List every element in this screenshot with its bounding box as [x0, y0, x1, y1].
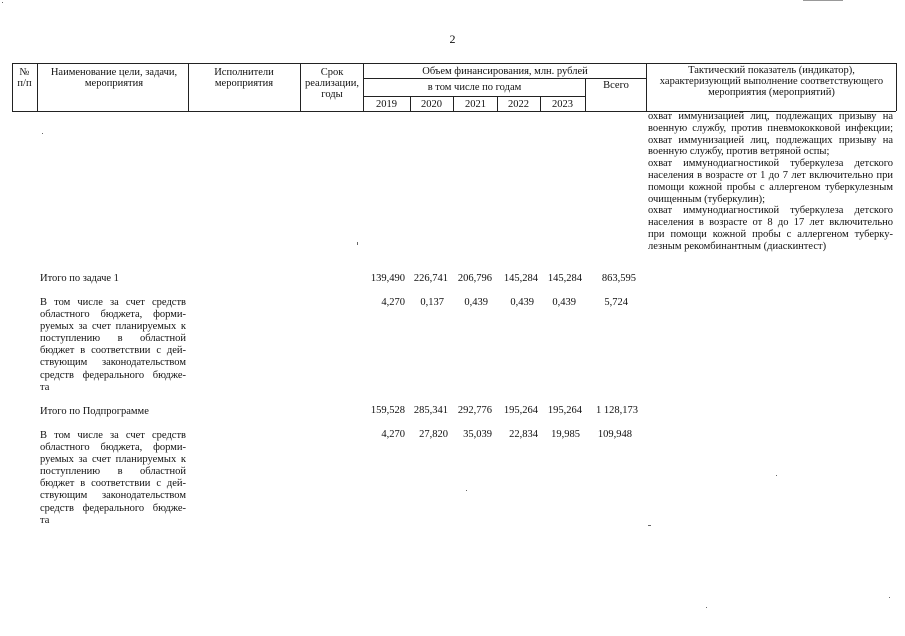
row-label-line: руемых за счет планируемых к	[40, 454, 186, 466]
value-2022: 0,439	[510, 297, 534, 308]
value-total: 109,948	[597, 429, 632, 440]
row-label-line: бюджет в соответствии с дей-	[40, 478, 186, 490]
row-label	[40, 297, 186, 394]
value-2021: 206,796	[457, 273, 492, 284]
header-year: 2020	[421, 99, 442, 110]
value-2023: 195,264	[547, 405, 582, 416]
row-label	[40, 430, 186, 527]
header-no: № п/п	[17, 67, 32, 89]
indicator-line: военную службу, против ветряной оспы;	[648, 146, 830, 158]
indicator-line: охват иммунизацией лиц, подлежащих призыву на	[648, 111, 893, 122]
scan-speck	[42, 133, 43, 134]
value-2020: 226,741	[413, 273, 448, 284]
value-2020: 0,137	[420, 297, 444, 308]
scan-speck	[706, 607, 707, 608]
row-label: Итого по задаче 1	[40, 273, 119, 284]
indicator-line: очищенным (туберкулин);	[648, 193, 765, 205]
value-2020: 285,341	[413, 405, 448, 416]
value-2021: 292,776	[457, 405, 492, 416]
row-label-line: В том числе за счет средств	[40, 430, 186, 441]
indicator-line: населения в возрасте от 8 до 17 лет включительно	[648, 217, 893, 229]
value-2020: 27,820	[419, 429, 448, 440]
header-funding: Объем финансирования, млн. рублей	[422, 66, 588, 77]
value-2019: 139,490	[370, 273, 405, 284]
header-term: Срок реализации, годы	[305, 67, 359, 100]
value-2023: 19,985	[551, 429, 580, 440]
scan-speck	[466, 490, 467, 491]
value-2022: 145,284	[503, 273, 538, 284]
value-2023: 145,284	[547, 273, 582, 284]
value-2022: 22,834	[509, 429, 538, 440]
indicator-line: помощи кожной пробы с аллергеном туберкулезным	[648, 181, 893, 193]
scan-speck	[776, 475, 777, 476]
indicator-line: населения в возрасте от 1 до 7 лет включительно при	[648, 169, 893, 181]
row-label-line: средств федерального бюдже-	[40, 502, 186, 514]
value-2019: 159,528	[370, 405, 405, 416]
header-year: 2023	[552, 99, 573, 110]
value-2021: 0,439	[464, 297, 488, 308]
indicator-text	[648, 111, 893, 253]
value-2021: 35,039	[463, 429, 492, 440]
row-label-line: поступлению в областной	[40, 333, 186, 345]
row-label-line: областного бюджета, форми-	[40, 309, 186, 321]
scan-speck	[889, 597, 890, 598]
value-total: 1 128,173	[596, 405, 638, 416]
value-total: 5,724	[604, 297, 628, 308]
scan-speck	[648, 525, 651, 526]
header-year: 2022	[508, 99, 529, 110]
row-label-line: средств федерального бюдже-	[40, 369, 186, 381]
scan-speck	[357, 242, 358, 245]
header-year: 2019	[376, 99, 397, 110]
row-label-line: та	[40, 381, 50, 393]
page-number: 2	[449, 32, 456, 46]
indicator-line: охват иммунизацией лиц, подлежащих призыву на	[648, 134, 893, 146]
row-label-line: бюджет в соответствии с дей-	[40, 345, 186, 357]
header-indicator: Тактический показатель (индикатор), характеризующий выполнение соответствующего мероприятия (мероприятий)	[659, 65, 884, 98]
row-label-line: ствующим законодательством	[40, 490, 186, 502]
row-label-line: та	[40, 514, 50, 526]
row-label-line: руемых за счет планируемых к	[40, 321, 186, 333]
header-year: 2021	[465, 99, 486, 110]
indicator-line: охват иммунодиагностикой туберкулеза детского	[648, 205, 893, 217]
row-label: Итого по Подпрограмме	[40, 406, 149, 417]
indicator-line: лезным рекомбинантным (диаскинтест)	[648, 240, 827, 252]
scan-mark	[803, 0, 843, 1]
row-label-line: поступлению в областной	[40, 466, 186, 478]
value-2019: 4,270	[381, 297, 405, 308]
header-name: Наименование цели, задачи, мероприятия	[50, 67, 178, 89]
row-label-line: областного бюджета, форми-	[40, 442, 186, 454]
header-executors: Исполнители мероприятия	[214, 67, 274, 89]
indicator-line: охват иммунодиагностикой туберкулеза детского	[648, 158, 893, 170]
indicator-line: при помощи кожной пробы с аллергеном туберку-	[648, 228, 893, 240]
row-label-line: ствующим законодательством	[40, 357, 186, 369]
indicator-line: военную службу, против пневмококковой инфекции;	[648, 122, 893, 134]
header-by-years: в том числе по годам	[427, 82, 522, 93]
row-label-line: В том числе за счет средств	[40, 297, 186, 308]
header-total: Всего	[603, 80, 629, 91]
value-2019: 4,270	[381, 429, 405, 440]
scan-speck	[2, 2, 3, 3]
value-2022: 195,264	[503, 405, 538, 416]
value-total: 863,595	[601, 273, 636, 284]
value-2023: 0,439	[552, 297, 576, 308]
